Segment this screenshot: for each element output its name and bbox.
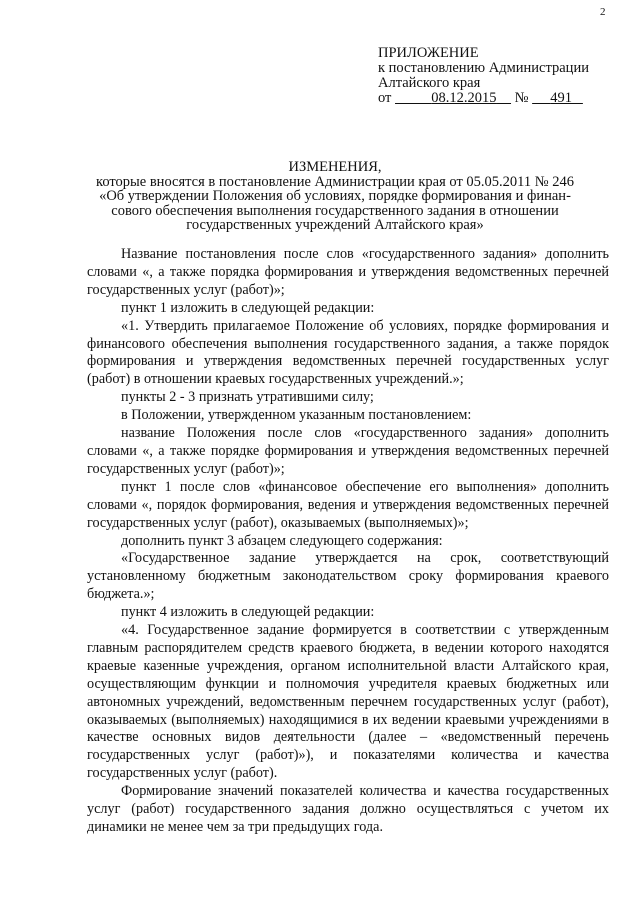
heading-title: ИЗМЕНЕНИЯ, <box>288 159 382 175</box>
paragraph: название Положения после слов «государственного задания» дополнить словами «, а также порядке формирования и утверждения ведомственных перечней государственных услуг (работ)»; <box>87 425 609 477</box>
document-heading <box>60 160 610 233</box>
heading-line: которые вносятся в постановление Администрации края от 05.05.2011 № 246 <box>96 173 574 190</box>
appendix-line: к постановлению Администрации <box>378 60 589 76</box>
paragraph: «1. Утвердить прилагаемое Положение об условиях, порядке формирования и финансового обеспечения выполнения государственного задания, а также порядок формирования и утверждения ведомственных перечней государственных услуг (работ) в отношении краевых государственных учреждений.»; <box>87 317 609 388</box>
heading-line: сового обеспечения выполнения государственного задания в отношении <box>111 202 559 219</box>
paragraph: пункт 1 после слов «финансовое обеспечение его выполнения» дополнить словами «, порядок формирования, ведения и утверждения ведомственных перечней государственных услуг (работ), оказываемых (выполняемых)»; <box>87 478 609 531</box>
heading-line: «Об утверждении Положения об условиях, порядке формирования и финан- <box>99 188 571 205</box>
appendix-title: ПРИЛОЖЕНИЕ <box>378 45 479 61</box>
heading-line: государственных учреждений Алтайского края» <box>186 217 484 234</box>
paragraph: пункт 4 изложить в следующей редакции: <box>121 604 375 621</box>
number-label: № <box>514 90 529 106</box>
paragraph: пункт 1 изложить в следующей редакции: <box>121 299 375 316</box>
appendix-block <box>378 46 589 106</box>
paragraph: дополнить пункт 3 абзацем следующего содержания: <box>121 532 443 549</box>
decree-date: 08.12.2015 <box>431 90 497 106</box>
document-body <box>87 246 609 837</box>
paragraph: в Положении, утвержденном указанным постановлением: <box>121 407 472 424</box>
paragraph: «Государственное задание утверждается на срок, соответствующий установленному бюджетным законодательством сроку формирования краевого бюджета.»; <box>87 550 609 603</box>
page-number: 2 <box>600 6 606 18</box>
paragraph: Название постановления после слов «государственного задания» дополнить словами «, а также порядка формирования и утверждения ведомственных перечней государственных услуг (работ)»; <box>87 246 609 298</box>
decree-number: 491 <box>550 90 572 106</box>
appendix-date-line <box>378 91 589 106</box>
appendix-line: Алтайского края <box>378 75 481 91</box>
from-label: от <box>378 90 392 106</box>
paragraph: «4. Государственное задание формируется в соответствии с утвержденным главным распорядителем средств краевого бюджета, в ведении которого находятся краевые казенные учреждения, органом исполнительной власти Алтайского края, осуществляющим функции и полномочия учредителя краевых бюджетных или автономных учреждений, ведомственным перечнем государственных услуг (работ), оказываемых (выполняемых) находящимися в их ведении краевыми учреждениями в качестве основных видов деятельности (далее – «ведомственный перечень государственных услуг (работ)»), и показателями количества и качества государственных услуг (работ). <box>87 622 609 782</box>
paragraph: пункты 2 - 3 признать утратившими силу; <box>121 389 374 406</box>
paragraph: Формирование значений показателей количества и качества государственных услуг (работ) государственного задания должно осуществляться с учетом их динамики не менее чем за три предыдущих года. <box>87 783 609 835</box>
